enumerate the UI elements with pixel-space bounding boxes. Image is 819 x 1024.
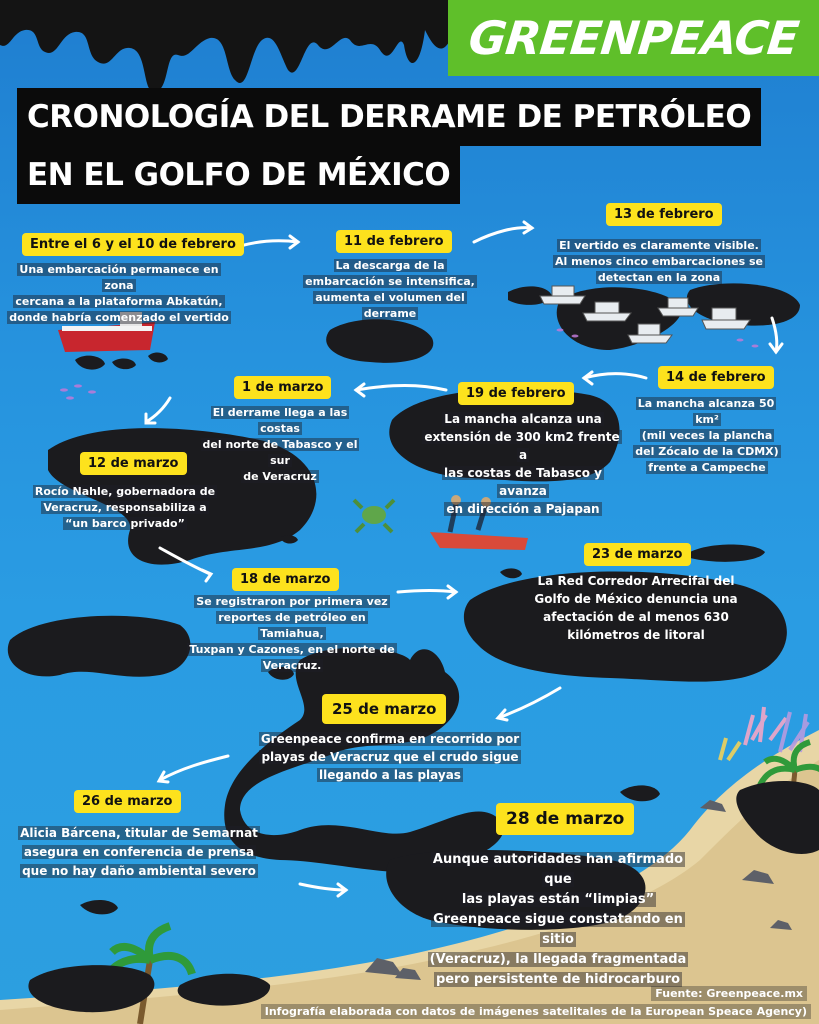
event-desc-line: Rocío Nahle, gobernadora de (34, 485, 216, 498)
event-desc-line: (mil veces la plancha (641, 429, 773, 442)
event-desc-line: en dirección a Pajapan (446, 502, 600, 516)
event-desc-line: de Veracruz (243, 470, 317, 483)
event-desc-line: las costas de Tabasco y avanza (443, 466, 602, 498)
event-desc-line: La Red Corredor Arrecifal del (537, 574, 735, 588)
event-desc-line: asegura en conferencia de prensa (23, 845, 255, 859)
event-desc-line: playas de Veracruz que el crudo sigue (261, 750, 519, 764)
event-date-7: 12 de marzo (80, 452, 187, 475)
event-desc-line: que no hay daño ambiental severo (22, 864, 256, 878)
event-desc-line: Tuxpan y Cazones, en el norte de (189, 643, 395, 656)
event-desc-line: Veracruz. (262, 659, 322, 672)
event-desc-line: del norte de Tabasco y el sur (202, 438, 358, 467)
event-desc-7 (28, 484, 222, 532)
source-note (261, 1005, 811, 1018)
oil-drips-top (0, 0, 450, 92)
page-title-line1: CRONOLOGÍA DEL DERRAME DE PETRÓLEO (17, 88, 761, 146)
event-desc-line: Greenpeace confirma en recorrido por (260, 732, 520, 746)
event-desc-line: El derrame llega a las costas (212, 406, 348, 435)
event-desc-line: detectan en la zona (597, 271, 721, 284)
arrow-10 (160, 756, 228, 780)
arrow-5 (356, 386, 446, 391)
event-desc-line: frente a Campeche (648, 461, 766, 474)
event-date-6: 1 de marzo (234, 376, 331, 399)
arrow-8 (398, 591, 456, 593)
source-line-2: Infografía elaborada con datos de imágenes satelitales de la European Speace Agency) (261, 1004, 811, 1019)
arrow-9 (498, 688, 560, 718)
event-desc-line: Se registraron por primera vez (196, 595, 388, 608)
event-date-5: 19 de febrero (458, 382, 574, 405)
source-line-1: Fuente: Greenpeace.mx (651, 986, 807, 1001)
event-desc-line: embarcación se intensifica, (305, 275, 475, 288)
event-desc-line: afectación de al menos 630 (543, 610, 729, 624)
arrow-2 (474, 228, 532, 242)
event-desc-line: aumenta el volumen del (315, 291, 465, 304)
event-desc-line: La mancha alcanza 50 km² (637, 397, 775, 426)
event-desc-line: La mancha alcanza una (444, 412, 602, 426)
event-desc-line: La descarga de la (335, 259, 445, 272)
event-desc-9 (532, 572, 740, 644)
event-desc-5 (418, 410, 628, 518)
arrow-4 (584, 374, 646, 379)
event-desc-line: Alicia Bárcena, titular de Semarnat (20, 826, 258, 840)
event-desc-line: Veracruz, responsabiliza a (43, 501, 207, 514)
event-desc-line: Golfo de México denuncia una (534, 592, 738, 606)
event-desc-4 (624, 396, 790, 476)
event-desc-line: donde habría comenzado el vertido (9, 311, 229, 324)
event-desc-2 (300, 258, 480, 322)
event-desc-line: kilómetros de litoral (567, 628, 705, 642)
event-desc-line: “un barco privado” (65, 517, 185, 530)
event-desc-line: pero persistente de hidrocarburo (435, 972, 681, 987)
greenpeace-logo (448, 0, 819, 76)
event-desc-line: llegando a las playas (319, 768, 461, 782)
event-desc-line: reportes de petróleo en Tamiahua, (218, 611, 366, 640)
source-credit (651, 987, 807, 1000)
event-desc-line: derrame (363, 307, 417, 320)
event-desc-line: Al menos cinco embarcaciones se (555, 255, 763, 268)
event-date-2: 11 de febrero (336, 230, 452, 253)
event-date-9: 23 de marzo (584, 543, 691, 566)
event-desc-12 (418, 850, 698, 990)
event-desc-line: cercana a la plataforma Abkatún, (15, 295, 223, 308)
event-desc-line: las playas están “limpias” (461, 892, 655, 907)
event-desc-10 (250, 730, 530, 784)
event-date-12: 28 de marzo (496, 803, 634, 835)
event-desc-line: (Veracruz), la llegada fragmentada (429, 952, 687, 967)
event-desc-line: del Zócalo de la CDMX) (635, 445, 779, 458)
sea-turtle (354, 500, 394, 532)
event-desc-line: extensión de 300 km2 frente a (424, 430, 620, 462)
event-desc-line: Greenpeace sigue constatando en sitio (433, 912, 683, 947)
event-date-4: 14 de febrero (658, 366, 774, 389)
event-date-11: 26 de marzo (74, 790, 181, 813)
event-date-3: 13 de febrero (606, 203, 722, 226)
event-desc-line: Una embarcación permanece en zona (19, 263, 219, 292)
arrow-1 (240, 241, 298, 246)
event-desc-line: Aunque autoridades han afirmado que (432, 852, 684, 887)
event-date-10: 25 de marzo (322, 694, 446, 724)
event-date-1: Entre el 6 y el 10 de febrero (22, 233, 244, 256)
page-title-line2: EN EL GOLFO DE MÉXICO (17, 146, 460, 204)
logo-wordmark: GREENPEACE (466, 11, 801, 65)
event-desc-8 (186, 594, 398, 674)
event-date-8: 18 de marzo (232, 568, 339, 591)
event-desc-3 (552, 238, 766, 286)
event-desc-1 (6, 262, 232, 326)
event-desc-6 (192, 405, 368, 485)
event-desc-11 (14, 824, 264, 881)
event-desc-line: El vertido es claramente visible. (559, 239, 759, 252)
arrow-6 (146, 398, 170, 422)
